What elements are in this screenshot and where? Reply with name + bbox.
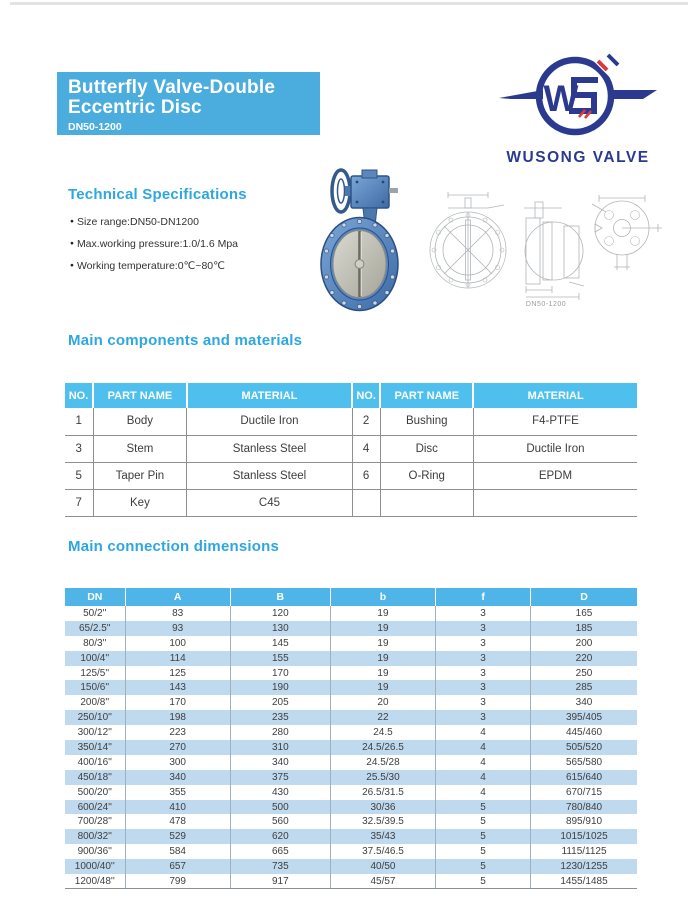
table-cell: Body: [93, 408, 187, 435]
table-cell: 5: [65, 462, 93, 489]
table-cell: 24.5/28: [330, 755, 435, 770]
table-cell: [473, 489, 637, 516]
table-row: [65, 651, 637, 666]
table-cell: 30/36: [330, 800, 435, 815]
table-cell: 270: [125, 740, 230, 755]
table-cell: 584: [125, 844, 230, 859]
table-cell: 250: [531, 666, 637, 681]
table-cell: 735: [230, 859, 330, 874]
table-row: [65, 666, 637, 681]
table-cell: 3: [65, 435, 93, 462]
table-cell: 310: [230, 740, 330, 755]
table-cell: 83: [125, 606, 230, 621]
table-cell: 375: [230, 770, 330, 785]
table-cell: Ductile Iron: [187, 408, 352, 435]
table-cell: 350/14'': [65, 740, 125, 755]
table-cell: 65/2.5'': [65, 621, 125, 636]
column-header: DN: [65, 588, 125, 606]
table-cell: 235: [230, 710, 330, 725]
table-cell: 917: [230, 874, 330, 889]
table-cell: 4: [436, 770, 531, 785]
table-cell: 800/32'': [65, 829, 125, 844]
table-cell: 2: [352, 408, 380, 435]
table-cell: 895/910: [531, 814, 637, 829]
table-cell: 285: [531, 680, 637, 695]
table-cell: 155: [230, 651, 330, 666]
table-cell: 280: [230, 725, 330, 740]
table-cell: 100: [125, 636, 230, 651]
table-row: [65, 844, 637, 859]
table-cell: 3: [436, 710, 531, 725]
table-cell: 565/580: [531, 755, 637, 770]
table-cell: 4: [436, 785, 531, 800]
table-cell: 24.5/26.5: [330, 740, 435, 755]
table-cell: 190: [230, 680, 330, 695]
table-row: [65, 606, 637, 621]
table-cell: 22: [330, 710, 435, 725]
table-cell: 205: [230, 695, 330, 710]
table-cell: 200/8'': [80, 697, 110, 709]
table-cell: 5: [436, 844, 531, 859]
table-cell: 20: [330, 695, 435, 710]
table-cell: 340: [125, 770, 230, 785]
valve-drawings: [426, 190, 666, 307]
svg-text:W: W: [543, 78, 579, 119]
table-cell: 1200/48'': [65, 874, 125, 889]
table-cell: 395/405: [531, 710, 637, 725]
table-cell: 620: [230, 829, 330, 844]
table-cell: 5: [436, 814, 531, 829]
table-cell: 4: [352, 435, 380, 462]
table-row: [65, 829, 637, 844]
table-cell: 3: [436, 695, 531, 710]
table-cell: 114: [125, 651, 230, 666]
table-cell: 430: [230, 785, 330, 800]
spec-list: [70, 211, 238, 277]
table-row: [65, 680, 637, 695]
table-cell: 355: [125, 785, 230, 800]
table-cell: 120: [230, 606, 330, 621]
table-cell: 32.5/39.5: [330, 814, 435, 829]
table-cell: Ductile Iron: [473, 435, 637, 462]
table-cell: 19: [330, 666, 435, 681]
table-cell: 799: [125, 874, 230, 889]
table-cell: 40/50: [330, 859, 435, 874]
column-header: PART NAME: [380, 383, 473, 408]
dimension-drawings-icon: [426, 190, 666, 302]
table-cell: 3: [436, 621, 531, 636]
table-row: [65, 740, 637, 755]
table-cell: 223: [125, 725, 230, 740]
title-banner: [57, 72, 320, 135]
table-cell: 1115/1125: [531, 844, 637, 859]
table-cell: 5: [436, 859, 531, 874]
table-cell: [352, 489, 380, 516]
table-cell: 1455/1485: [531, 874, 637, 889]
table-cell: 445/460: [531, 725, 637, 740]
table-row: [65, 695, 637, 710]
table-cell: 19: [330, 651, 435, 666]
table-row: [65, 785, 637, 800]
spec-item: ● Working temperature:0℃~80℃: [70, 255, 238, 277]
dimensions-table: [65, 588, 637, 889]
scan-artifact-line: [10, 2, 688, 5]
table-cell: Stanless Steel: [187, 462, 352, 489]
table-cell: 3: [436, 666, 531, 681]
table-cell: 657: [125, 859, 230, 874]
table-row: [65, 462, 637, 489]
table-cell: 500: [230, 800, 330, 815]
table-cell: 4: [436, 755, 531, 770]
table-cell: 529: [125, 829, 230, 844]
table-cell: 185: [531, 621, 637, 636]
table-cell: 145: [230, 636, 330, 651]
table-cell: 4: [436, 740, 531, 755]
table-cell: 340: [230, 755, 330, 770]
table-cell: 125: [125, 666, 230, 681]
table-cell: 500/20'': [77, 786, 112, 798]
table-cell: 3: [436, 606, 531, 621]
table-cell: Key: [93, 489, 187, 516]
butterfly-valve-image: [291, 164, 401, 316]
table-cell: 4: [436, 725, 531, 740]
table-cell: 250/10'': [65, 710, 125, 725]
section-heading-dimensions: Main connection dimensions: [68, 538, 280, 555]
drawing-caption: DN50-1200: [525, 301, 567, 308]
column-header: NO.: [65, 383, 93, 408]
table-cell: 410: [125, 800, 230, 815]
column-header: B: [230, 588, 330, 606]
table-cell: 93: [125, 621, 230, 636]
table-cell: 150/6'': [65, 680, 125, 695]
page-title-line1: Butterfly Valve-Double: [68, 77, 276, 98]
table-cell: Stanless Steel: [187, 435, 352, 462]
table-cell: 100/4'': [65, 651, 125, 666]
table-cell: 50/2'': [83, 607, 107, 619]
table-cell: EPDM: [473, 462, 637, 489]
table-cell: 198: [125, 710, 230, 725]
column-header: A: [125, 588, 230, 606]
table-row: [65, 814, 637, 829]
table-row: [65, 435, 637, 462]
table-cell: 19: [330, 606, 435, 621]
column-header: PART NAME: [93, 383, 187, 408]
valve-photo: [291, 164, 401, 321]
spec-item: ● Max.working pressure:1.0/1.6 Mpa: [70, 233, 238, 255]
page-subtitle: DN50-1200: [68, 121, 122, 133]
table-cell: 24.5: [330, 725, 435, 740]
table-row: [65, 489, 637, 516]
table-cell: 450/18'': [65, 770, 125, 785]
column-header: NO.: [352, 383, 380, 408]
table-cell: O-Ring: [380, 462, 473, 489]
table-cell: 130: [230, 621, 330, 636]
table-cell: Bushing: [380, 408, 473, 435]
table-cell: [380, 489, 473, 516]
table-cell: 1230/1255: [531, 859, 637, 874]
table-cell: 80/3'': [83, 637, 107, 649]
table-cell: 600/24'': [65, 800, 125, 815]
table-cell: 1015/1025: [531, 829, 637, 844]
table-cell: 5: [436, 800, 531, 815]
table-cell: 5: [436, 874, 531, 889]
table-cell: 300: [125, 755, 230, 770]
table-cell: 670/715: [531, 785, 637, 800]
table-cell: 3: [436, 636, 531, 651]
column-header: MATERIAL: [187, 383, 352, 408]
table-cell: 780/840: [531, 800, 637, 815]
section-heading-components: Main components and materials: [68, 332, 303, 349]
table-cell: 19: [330, 636, 435, 651]
column-header: D: [531, 588, 637, 606]
table-cell: 900/36'': [77, 846, 112, 858]
table-cell: Stem: [93, 435, 187, 462]
table-cell: 505/520: [531, 740, 637, 755]
table-cell: F4-PTFE: [473, 408, 637, 435]
spec-item: ● Size range:DN50-DN1200: [70, 211, 238, 233]
table-cell: 45/57: [330, 874, 435, 889]
table-row: [65, 800, 637, 815]
table-cell: 1: [65, 408, 93, 435]
table-row: [65, 874, 637, 889]
table-cell: 700/28'': [77, 816, 112, 828]
table-row: [65, 710, 637, 725]
table-cell: 400/16'': [77, 756, 112, 768]
wusong-logo-icon: [497, 50, 659, 142]
table-cell: 300/12'': [77, 727, 112, 739]
table-cell: 19: [330, 680, 435, 695]
table-cell: Taper Pin: [93, 462, 187, 489]
section-heading-technical-specifications: Technical Specifications: [68, 186, 247, 203]
table-cell: 220: [531, 651, 637, 666]
table-cell: 615/640: [531, 770, 637, 785]
brand-name: WUSONG VALVE: [506, 149, 650, 166]
table-cell: 125/5'': [80, 667, 110, 679]
table-row: [65, 770, 637, 785]
column-header: MATERIAL: [473, 383, 637, 408]
table-cell: 170: [230, 666, 330, 681]
table-cell: 6: [352, 462, 380, 489]
table-cell: 165: [531, 606, 637, 621]
components-table: [65, 383, 637, 517]
table-row: [65, 621, 637, 636]
table-cell: C45: [187, 489, 352, 516]
page-title-line2: Eccentric Disc: [68, 97, 202, 118]
table-cell: 19: [330, 621, 435, 636]
brand-logo: [497, 50, 659, 167]
table-cell: 340: [531, 695, 637, 710]
dimensions-header-row: [65, 588, 637, 606]
table-row: [65, 859, 637, 874]
table-cell: 7: [65, 489, 93, 516]
column-header: b: [330, 588, 435, 606]
table-cell: 25.5/30: [330, 770, 435, 785]
table-cell: 26.5/31.5: [330, 785, 435, 800]
table-cell: 143: [125, 680, 230, 695]
table-cell: 1000/40'': [65, 859, 125, 874]
table-cell: 35/43: [330, 829, 435, 844]
table-cell: Disc: [380, 435, 473, 462]
table-cell: 200: [531, 636, 637, 651]
column-header: f: [436, 588, 531, 606]
table-cell: 665: [230, 844, 330, 859]
table-cell: 170: [125, 695, 230, 710]
table-cell: 3: [436, 680, 531, 695]
table-row: [65, 755, 637, 770]
table-cell: 560: [230, 814, 330, 829]
table-cell: 37.5/46.5: [330, 844, 435, 859]
table-cell: 478: [125, 814, 230, 829]
table-row: [65, 408, 637, 435]
table-row: [65, 725, 637, 740]
table-row: [65, 636, 637, 651]
table-cell: 3: [436, 651, 531, 666]
table-cell: 5: [436, 829, 531, 844]
components-header-row: [65, 383, 637, 408]
